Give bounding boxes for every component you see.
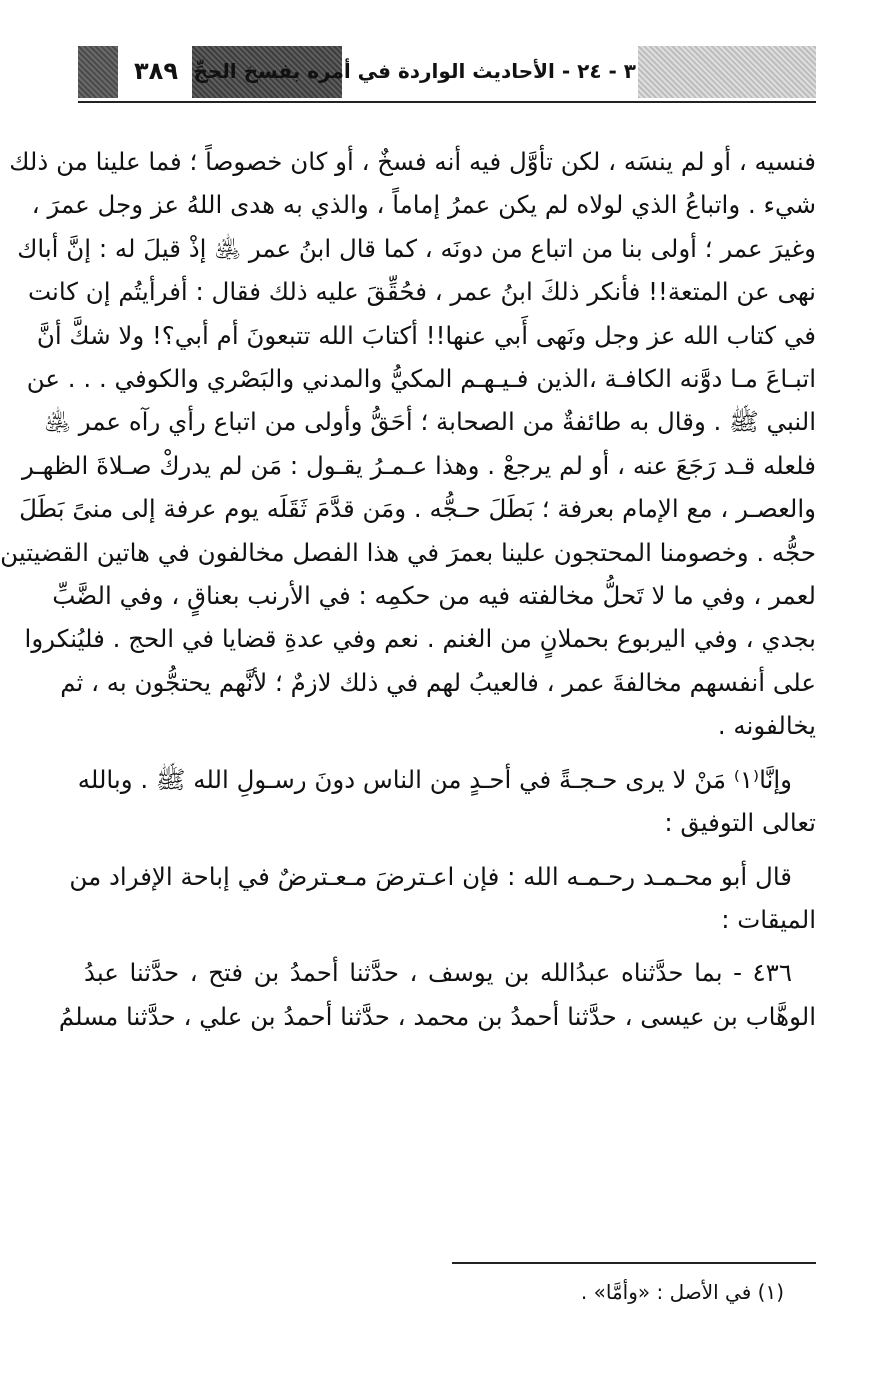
text-line: على أنفسهم مخالفةَ عمر ، فالعيبُ لهم في ذلك لازمٌ ؛ لأنَّهم يحتجُّون به ، ثم <box>60 667 816 697</box>
paragraph-1 <box>0 140 816 748</box>
page-number: ٣٨٩ <box>134 57 178 85</box>
footnote-1: (١) في الأصل : «وأمَّا» . <box>580 1280 784 1304</box>
text-line: فلعله قـد رَجَعَ عنه ، أو لم يرجعْ . وهذا عـمـرُ يقـول : مَن لم يدركْ صـلاةَ الظهـر <box>21 450 816 480</box>
text-line: الميقات : <box>721 904 816 934</box>
text-line: يخالفونه . <box>717 711 816 741</box>
text-line: نهى عن المتعة!! فأنكر ذلكَ ابنُ عمر ، فحُقِّقَ عليه ذلك فقال : أفرأيتُم إن كانت <box>27 277 816 307</box>
paragraph-4 <box>84 951 816 994</box>
page-header <box>78 46 816 98</box>
header-decor-block-left <box>78 46 118 98</box>
text-line: النبي ﷺ . وقال به طائفةٌ من الصحابة ؛ أحَقُّ وأولى من اتباع رأي رآه عمر ﵁ <box>44 407 816 437</box>
text-line: فنسيه ، أو لم ينسَه ، لكن تأوَّل فيه أنه فسخٌ ، أو كان خصوصاً ؛ فما علينا من ذلك <box>9 147 816 176</box>
text-line: لعمر ، وفي ما لا تَحلُّ مخالفته فيه من حكمِه : في الأرنب بعناقٍ ، وفي الضَّبِّ <box>52 581 816 611</box>
text-line: حجُّه . وخصومنا المحتجون علينا بعمرَ في هذا الفصل مخالفون في هاتين القضيتين <box>0 537 816 567</box>
running-title: ٣ - ٢٤ - الأحاديث الواردة في أمره بفسخ الحجِّ <box>193 59 636 83</box>
text-line: ٤٣٦ - بما حدَّثناه عبدُالله بن يوسف ، حدَّثنا أحمدُ بن فتح ، حدَّثنا عبدُ <box>84 958 792 988</box>
main-text <box>0 140 816 1038</box>
text-line: الوهَّاب بن عيسى ، حدَّثنا أحمدُ بن محمد ، حدَّثنا أحمدُ بن علي ، حدَّثنا مسلمُ <box>58 1001 816 1031</box>
paragraph-3 <box>69 855 816 898</box>
text-line: اتبـاعَ مـا دوَّنه الكافـة ،الذين فـيـهـم المكيُّ والمدني والبَصْري والكوفي . . . عن <box>26 364 816 394</box>
text-line: وإنَّا⁽١⁾ مَنْ لا يرى حـجـةً في أحـدٍ من الناس دونَ رسـولِ الله ﷺ . وبالله <box>77 764 792 794</box>
footnote-rule <box>452 1262 816 1264</box>
header-decor-block-right <box>638 46 816 98</box>
text-line: والعصـر ، مع الإمام بعرفة ؛ بَطَلَ حـجُّه . ومَن قدَّمَ ثَقَلَه يوم عرفة إلى منىً بَطَلَ <box>19 494 816 524</box>
text-line: شيء . واتباعُ الذي لولاه لم يكن عمرُ إماماً ، والذي به هدى اللهُ عز وجل عمرَ ، <box>31 190 816 220</box>
paragraph-2 <box>77 758 816 801</box>
text-line: قال أبو محـمـد رحـمـه الله : فإن اعـترضَ مـعـترضٌ في إباحة الإفراد من <box>69 861 792 891</box>
text-line: وغيرَ عمر ؛ أولى بنا من اتباع من دونَه ، كما قال ابنُ عمر ﵁ إذْ قيلَ له : إنَّ أباك <box>17 233 816 263</box>
text-line: تعالى التوفيق : <box>664 808 816 838</box>
header-rule <box>78 101 816 103</box>
text-line: بجدي ، وفي اليربوع بحملانٍ من الغنم . نعم وفي عدةِ قضايا في الحج . فليُنكروا <box>24 624 816 654</box>
text-line: في كتاب الله عز وجل ونَهى أَبي عنها!! أكتابَ الله تتبعونَ أم أبي؟! ولا شكَّ أنَّ <box>36 320 816 350</box>
